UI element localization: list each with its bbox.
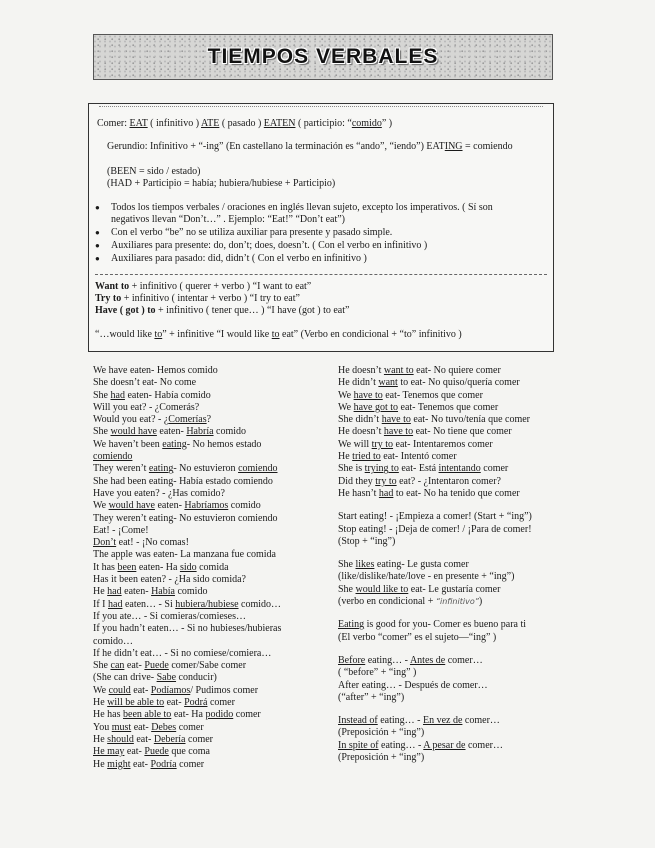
underlined-text: have to xyxy=(381,414,411,426)
example-line xyxy=(93,414,281,426)
underlined-text: intentando xyxy=(438,463,481,475)
example-line xyxy=(338,390,532,402)
line-text: comido xyxy=(228,500,261,512)
line-text: eat! - ¡No comas! xyxy=(116,537,189,549)
underlined-text: Eating xyxy=(338,619,365,631)
example-line xyxy=(338,377,532,389)
line-text: (like/dislike/hate/love - en presente + “ing”) xyxy=(338,571,515,583)
line-text: - No estuvieron xyxy=(173,463,239,475)
example-line xyxy=(93,672,281,684)
underlined-text: Puede xyxy=(144,660,169,672)
line-text: comido… xyxy=(93,635,133,647)
line-text: Stop eating! - ¡Deja de comer! / ¡Para de comer! xyxy=(338,523,532,535)
bullet-dot: ● xyxy=(95,203,100,212)
want-line: Want to + infinitivo ( querer + verbo ) “I want to eat” xyxy=(95,281,312,292)
line-text: The apple was eaten- La manzana fue comida xyxy=(93,549,276,561)
example-line xyxy=(338,596,532,608)
line-text: comer xyxy=(176,721,204,733)
example-line xyxy=(93,746,281,758)
bullet-dot: ● xyxy=(95,228,100,237)
underlined-text: likes xyxy=(355,559,375,571)
line-text: If he didn’t eat… - Si no comiese/comiera… xyxy=(93,647,272,659)
underlined-text: Before xyxy=(338,654,366,666)
had-line: (HAD + Participio = había; hubiera/hubiese + Participio) xyxy=(107,178,336,189)
line-text: He xyxy=(93,733,108,745)
line-text: She xyxy=(93,389,111,401)
line-text: We haven’t been xyxy=(93,438,163,450)
line-gap xyxy=(338,608,532,619)
line-text: comer… xyxy=(445,654,483,666)
underlined-text: tried to xyxy=(352,451,381,463)
example-line xyxy=(93,660,281,672)
underlined-text: should xyxy=(107,733,134,745)
line-gap xyxy=(338,704,532,715)
example-line xyxy=(338,511,532,523)
line-text: eat- xyxy=(124,660,145,672)
underlined-text: hubiera/hubiese xyxy=(175,598,239,610)
line-text: We xyxy=(93,684,109,696)
line-text: eat- Intentaremos comer xyxy=(393,438,493,450)
line-text: If you hadn’t eaten… - Si no hubieses/hubieras xyxy=(93,623,282,635)
line-text: eaten… - Si xyxy=(122,598,176,610)
underlined-text: might xyxy=(107,758,131,770)
example-line xyxy=(338,559,532,571)
example-line xyxy=(338,584,532,596)
line-text: comido xyxy=(213,426,247,438)
page-title: TIEMPOS VERBALES xyxy=(207,45,439,68)
line-text: She xyxy=(338,583,356,595)
underlined-text: had xyxy=(378,487,394,499)
underlined-text: comiendo xyxy=(93,451,133,463)
would-like-line: “…would like to” + infinitive “I would like to eat” (Verbo en condicional + “to” infinitivo ) xyxy=(95,329,462,340)
bullet-2: Con el verbo “be” no se utiliza auxiliar para presente y pasado simple. xyxy=(111,227,393,238)
example-line xyxy=(338,463,532,475)
bullet-1-b: negativos llevan “Don’t…” . Ejemplo: “Eat!” “Don’t eat”) xyxy=(111,214,345,225)
underlined-text: been xyxy=(117,561,137,573)
line-text: - No hemos estado xyxy=(186,438,262,450)
box-separator xyxy=(95,274,547,275)
example-line xyxy=(338,451,532,463)
example-line xyxy=(338,402,532,414)
line-text: eating… - xyxy=(377,715,423,727)
line-text: comer… xyxy=(465,739,503,751)
line-gap xyxy=(338,644,532,655)
right-column xyxy=(338,365,532,764)
line-text: eat- No tiene que comer xyxy=(413,426,512,438)
line-text: ( “before” + “ing” ) xyxy=(338,667,417,679)
line-text: eat- Ha xyxy=(171,709,206,721)
example-line xyxy=(338,655,532,667)
example-line xyxy=(93,402,281,414)
underlined-text: Antes de xyxy=(409,654,446,666)
underlined-text: comiendo xyxy=(238,463,278,475)
line-text: They weren’t eating- No estuvieron comiendo xyxy=(93,512,278,524)
example-line xyxy=(93,476,281,488)
line-text: eat- xyxy=(130,758,151,770)
line-text: eating… - xyxy=(378,739,424,751)
line-text: He didn’t xyxy=(338,377,379,389)
line-text: He xyxy=(338,451,353,463)
line-text: comida xyxy=(196,561,229,573)
line-text: eat- xyxy=(130,684,151,696)
line-text: eat- xyxy=(133,733,154,745)
example-line xyxy=(93,562,281,574)
example-line xyxy=(338,680,532,692)
try-line: Try to + infinitivo ( intentar + verbo ) “I try to eat” xyxy=(95,293,300,304)
gerund-line: Gerundio: Infinitivo + “-ing” (En castellano la terminación es “ando”, “iendo”) EATING = comiendo xyxy=(107,141,513,152)
example-line xyxy=(93,488,281,500)
example-line xyxy=(93,586,281,598)
line-text: ) xyxy=(478,596,483,608)
underlined-text: Don’t xyxy=(93,537,117,549)
line-text: Would you eat? - ¿ xyxy=(93,414,169,426)
line-text: He xyxy=(93,697,108,709)
underlined-text: Debería xyxy=(153,733,186,745)
line-text: You xyxy=(93,721,112,733)
example-line xyxy=(93,549,281,561)
line-text: We have eaten- Hemos comido xyxy=(93,365,218,376)
example-line xyxy=(338,740,532,752)
example-line xyxy=(338,426,532,438)
underlined-text: Instead of xyxy=(338,715,378,727)
line-text: comer/Sabe comer xyxy=(168,660,247,672)
example-line xyxy=(338,524,532,536)
underlined-text: Habría xyxy=(186,426,214,438)
line-text: He xyxy=(93,758,108,770)
underlined-text: been able to xyxy=(123,709,172,721)
underlined-text: Sabe xyxy=(156,672,177,684)
underlined-text: He may xyxy=(93,746,125,758)
line-text: It has xyxy=(93,561,118,573)
example-line xyxy=(93,537,281,549)
line-text: to eat- No ha tenido que comer xyxy=(393,487,520,499)
line-text: We xyxy=(338,401,354,413)
example-line xyxy=(93,722,281,734)
example-line xyxy=(338,439,532,451)
underlined-text: trying to xyxy=(364,463,399,475)
underlined-text: had xyxy=(110,389,125,401)
line-text: Has it been eaten? - ¿Ha sido comida? xyxy=(93,574,246,586)
example-line xyxy=(338,536,532,548)
underlined-text: Puede xyxy=(144,746,169,758)
bullet-3: Auxiliares para presente: do, don’t; does, doesn’t. ( Con el verbo en infinitivo ) xyxy=(111,240,428,251)
underlined-text: Podíamos xyxy=(150,684,191,696)
underlined-text: have to xyxy=(383,426,414,438)
bullet-4: Auxiliares para pasado: did, didn’t ( Con el verbo en infinitivo ) xyxy=(111,253,367,264)
line-text: que coma xyxy=(168,746,210,758)
example-line xyxy=(93,623,281,635)
line-text: She xyxy=(93,660,111,672)
underlined-text: try to xyxy=(371,438,394,450)
line-text: eating… - xyxy=(365,654,410,666)
line-text: He xyxy=(93,586,108,598)
underlined-text: In spite of xyxy=(338,739,379,751)
line-text: eat- xyxy=(124,746,145,758)
underlined-text: could xyxy=(108,684,131,696)
underlined-text: Podrá xyxy=(184,697,208,709)
line-text: After eating… - Después de comer… xyxy=(338,679,488,691)
line-text: Will you eat? - ¿Comerás? xyxy=(93,401,200,413)
example-line xyxy=(93,611,281,623)
title-banner xyxy=(93,34,553,80)
comer-line: Comer: EAT ( infinitivo ) ATE ( pasado ) EATEN ( participio: “comido” ) xyxy=(97,118,393,129)
line-text: We xyxy=(338,389,354,401)
line-text: (Preposición + “ing”) xyxy=(338,727,425,739)
line-text: comer xyxy=(176,758,205,770)
example-line xyxy=(93,734,281,746)
line-text: He doesn’t xyxy=(338,365,384,376)
line-text: eat- xyxy=(164,697,185,709)
summary-box xyxy=(88,103,554,352)
underlined-text: podido xyxy=(205,709,234,721)
example-line xyxy=(338,632,532,644)
line-gap xyxy=(338,548,532,559)
example-line xyxy=(93,636,281,648)
line-text: eaten- Ha xyxy=(136,561,180,573)
underlined-text: will be able to xyxy=(107,697,165,709)
underlined-text: must xyxy=(111,721,132,733)
line-text: ? xyxy=(206,414,212,426)
underlined-text: Debes xyxy=(151,721,177,733)
example-line xyxy=(93,709,281,721)
example-line xyxy=(93,451,281,463)
line-text: She doesn’t eat- No come xyxy=(93,377,197,389)
example-line xyxy=(93,685,281,697)
example-line xyxy=(338,715,532,727)
left-column xyxy=(93,365,281,771)
underlined-text: want to xyxy=(383,365,414,376)
example-line xyxy=(93,500,281,512)
example-line xyxy=(338,727,532,739)
line-text: They weren’t xyxy=(93,463,149,475)
line-text: to eat- No quiso/quería comer xyxy=(397,377,520,389)
line-text: comido xyxy=(174,586,208,598)
line-text: eat- Tenemos que comer xyxy=(382,389,483,401)
line-text: eat- Está xyxy=(398,463,439,475)
example-line xyxy=(93,525,281,537)
line-text: eat- Intentó comer xyxy=(380,451,457,463)
line-text: She xyxy=(93,426,111,438)
line-gap xyxy=(338,500,532,511)
line-text: She xyxy=(338,559,356,571)
line-text: eating- Le gusta comer xyxy=(374,559,469,571)
bullet-dot: ● xyxy=(95,241,100,250)
underlined-text: had xyxy=(108,598,123,610)
underlined-text: would like to xyxy=(355,583,409,595)
line-text: She had been eating- Había estado comiendo xyxy=(93,475,273,487)
example-line xyxy=(338,619,532,631)
underlined-text: have to xyxy=(353,389,383,401)
example-line xyxy=(93,599,281,611)
underlined-text: Había xyxy=(151,586,175,598)
line-text: comer xyxy=(480,463,509,475)
example-line xyxy=(93,463,281,475)
line-text: She is xyxy=(338,463,365,475)
example-line xyxy=(93,697,281,709)
line-text: is good for you- Comer es bueno para ti xyxy=(364,619,527,631)
example-line xyxy=(93,574,281,586)
have-line: Have ( got ) to + infinitivo ( tener que… ) “I have (got ) to eat” xyxy=(95,305,350,316)
line-text: If you ate… - Si comieras/comieses… xyxy=(93,610,247,622)
underlined-text: sido xyxy=(179,561,197,573)
line-text: eat- No quiere comer xyxy=(413,365,501,376)
line-text: (“after” + “ing”) xyxy=(338,691,405,703)
underlined-text: Podría xyxy=(150,758,177,770)
line-text: comer… xyxy=(462,715,500,727)
line-text: If I xyxy=(93,598,108,610)
line-text: eat- No tuvo/tenía que comer xyxy=(410,414,530,426)
box-dotted-edge xyxy=(99,106,543,107)
line-text: comer xyxy=(233,709,261,721)
line-text: eat? - ¿Intentaron comer? xyxy=(396,475,501,487)
been-line: (BEEN = sido / estado) xyxy=(107,166,201,177)
underlined-text: want xyxy=(378,377,398,389)
line-text: We will xyxy=(338,438,372,450)
line-text: He doesn’t xyxy=(338,426,384,438)
underlined-text: eating xyxy=(162,438,187,450)
line-text: We xyxy=(93,500,109,512)
line-text: eaten- Había comido xyxy=(124,389,211,401)
example-line xyxy=(93,365,281,377)
example-line xyxy=(93,513,281,525)
line-text: Eat! - ¡Come! xyxy=(93,524,149,536)
example-line xyxy=(338,692,532,704)
underlined-text: had xyxy=(107,586,122,598)
example-line xyxy=(93,759,281,771)
underlined-text: Habríamos xyxy=(184,500,229,512)
line-text: (She can drive- xyxy=(93,672,157,684)
underlined-text: would have xyxy=(108,500,155,512)
underlined-text: can xyxy=(110,660,125,672)
bullet-dot: ● xyxy=(95,254,100,263)
line-text: Have you eaten? - ¿Has comido? xyxy=(93,487,225,499)
underlined-text: A pesar de xyxy=(423,739,466,751)
underlined-text: have got to xyxy=(353,401,399,413)
example-line xyxy=(338,571,532,583)
example-line xyxy=(93,648,281,660)
example-line xyxy=(338,752,532,764)
example-line xyxy=(338,365,532,377)
example-line xyxy=(93,426,281,438)
underlined-text: En vez de xyxy=(422,715,463,727)
example-line xyxy=(338,488,532,500)
line-text: eat- Tenemos que comer xyxy=(398,401,499,413)
line-text: / Pudimos comer xyxy=(190,684,259,696)
underlined-text: try to xyxy=(375,475,397,487)
example-line xyxy=(338,414,532,426)
line-text: eat- Le gustaría comer xyxy=(408,583,501,595)
bullet-1-a: Todos los tiempos verbales / oraciones en inglés llevan sujeto, excepto los imperativos. ( Sí son xyxy=(111,202,493,213)
underlined-text: eating xyxy=(148,463,174,475)
line-text: (El verbo “comer” es el sujeto—“ing” ) xyxy=(338,631,497,643)
handwritten-note: “infinitivo” xyxy=(435,597,479,607)
line-text: comer xyxy=(207,697,235,709)
example-line xyxy=(338,476,532,488)
example-line xyxy=(93,377,281,389)
line-text: She didn’t xyxy=(338,414,382,426)
line-text: eat- xyxy=(131,721,152,733)
line-text: He hasn’t xyxy=(338,487,379,499)
underlined-text: would have xyxy=(110,426,157,438)
line-text: (verbo en condicional + xyxy=(338,596,436,608)
line-text: (Preposición + “ing”) xyxy=(338,752,425,764)
line-text: Did they xyxy=(338,475,376,487)
line-text: eaten- xyxy=(154,500,185,512)
line-text: eaten- xyxy=(156,426,187,438)
line-text: comer xyxy=(185,733,213,745)
line-text: He has xyxy=(93,709,123,721)
line-text: eaten- xyxy=(121,586,152,598)
line-text: Start eating! - ¡Empieza a comer! (Start + “ing”) xyxy=(338,511,532,523)
underlined-text: Comerías xyxy=(168,414,207,426)
line-text: (Stop + “ing”) xyxy=(338,535,396,547)
example-line xyxy=(93,390,281,402)
example-line xyxy=(93,439,281,451)
example-line xyxy=(338,667,532,679)
line-text: conducir) xyxy=(176,672,217,684)
line-text: comido… xyxy=(238,598,282,610)
